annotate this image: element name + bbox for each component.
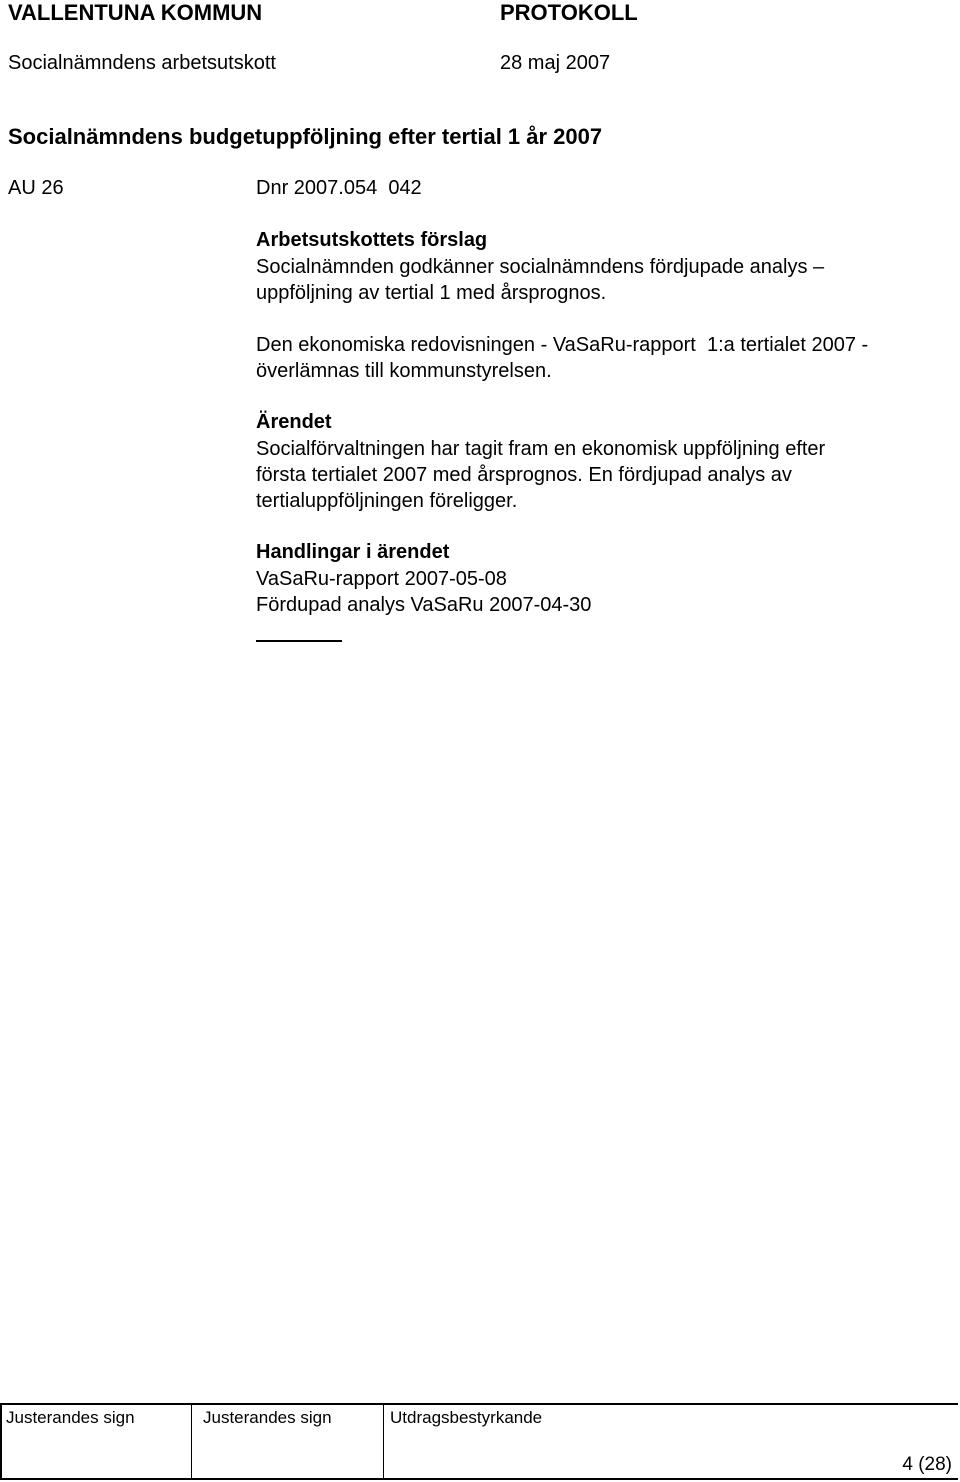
sign-cell-2 [192,1405,384,1478]
matter-heading: Ärendet [256,411,332,433]
excerpt-label: Utdragsbestyrkande [390,1408,543,1427]
meeting-date: 28 maj 2007 [500,52,611,74]
proposal-line: Socialnämnden godkänner socialnämndens fördjupade analys – [256,256,825,278]
sign-label: Justerandes sign [6,1408,135,1427]
section-divider [256,640,342,642]
matter-line: Socialförvaltningen har tagit fram en ekonomisk uppföljning efter [256,438,826,460]
au-number: AU 26 [8,177,64,199]
proposal-heading: Arbetsutskottets förslag [256,229,488,251]
document-item: Fördupad analys VaSaRu 2007-04-30 [256,594,592,616]
sign-cell-1 [2,1405,192,1478]
sign-label: Justerandes sign [203,1408,332,1427]
dnr-number: Dnr 2007.054 042 [256,177,422,199]
proposal-line: Den ekonomiska redovisningen - VaSaRu-rapport 1:a tertialet 2007 - [256,334,869,356]
matter-line: första tertialet 2007 med årsprognos. En fördjupad analys av [256,464,792,486]
signature-table [0,1403,958,1480]
documents-heading: Handlingar i ärendet [256,541,450,563]
document-type: PROTOKOLL [500,0,638,25]
matter-line: tertialuppföljningen föreligger. [256,490,518,512]
document-item: VaSaRu-rapport 2007-05-08 [256,568,507,590]
excerpt-cell [384,1405,958,1478]
proposal-line: uppföljning av tertial 1 med årsprognos. [256,282,607,304]
proposal-line: överlämnas till kommunstyrelsen. [256,360,552,382]
page-number: 4 (28) [902,1454,952,1475]
organization-name: VALLENTUNA KOMMUN [8,0,263,25]
committee-name: Socialnämndens arbetsutskott [8,52,276,74]
page-title: Socialnämndens budgetuppföljning efter tertial 1 år 2007 [8,124,603,149]
